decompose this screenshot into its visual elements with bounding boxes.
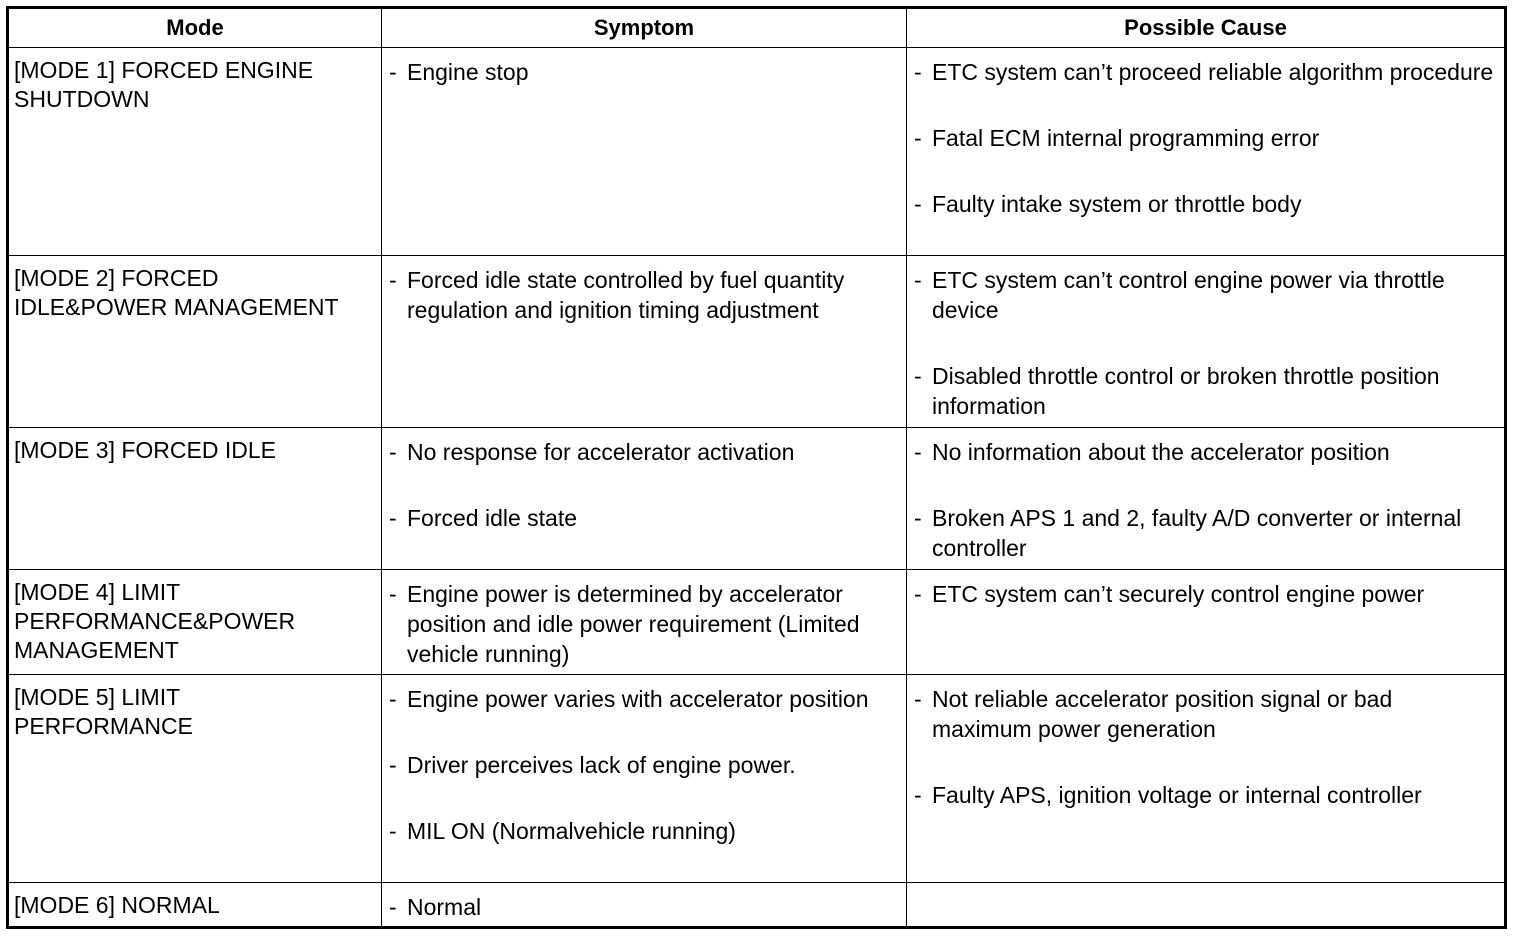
mode-cell xyxy=(8,256,382,428)
cause-text: ETC system can’t proceed reliable algorithm procedure xyxy=(932,59,1494,85)
mode-label: [MODE 3] FORCED IDLE xyxy=(14,437,276,463)
bullet-dash: - xyxy=(389,439,397,465)
list-item xyxy=(914,57,1498,87)
mode-label: [MODE 4] LIMIT PERFORMANCE&POWER MANAGEMENT xyxy=(14,579,296,663)
mode-label: [MODE 5] LIMIT PERFORMANCE xyxy=(14,684,193,739)
cause-cell xyxy=(907,570,1506,675)
header-row xyxy=(8,8,1506,48)
header-symptom: Symptom xyxy=(382,8,907,48)
bullet-dash: - xyxy=(914,581,922,607)
symptom-cell xyxy=(382,256,907,428)
symptom-text: Engine power varies with accelerator position xyxy=(407,686,869,712)
cause-text: ETC system can’t control engine power via throttle device xyxy=(932,267,1445,323)
mode-label: [MODE 1] FORCED ENGINE SHUTDOWN xyxy=(14,57,314,112)
list-item xyxy=(914,780,1498,810)
mode-cell xyxy=(8,428,382,570)
bullet-dash: - xyxy=(914,505,922,531)
table-row xyxy=(8,256,1506,428)
cause-text: Broken APS 1 and 2, faulty A/D converter or internal controller xyxy=(932,505,1462,561)
bullet-dash: - xyxy=(914,363,922,389)
table-row xyxy=(8,48,1506,256)
symptom-text: Forced idle state controlled by fuel quantity regulation and ignition timing adjustment xyxy=(407,267,845,323)
symptom-cell xyxy=(382,428,907,570)
header-mode: Mode xyxy=(8,8,382,48)
list-item xyxy=(389,750,900,780)
table-row xyxy=(8,675,1506,883)
symptom-text: Driver perceives lack of engine power. xyxy=(407,752,796,778)
list-item xyxy=(914,684,1498,744)
symptom-text: Engine power is determined by accelerator position and idle power requirement (Limited vehicle running) xyxy=(407,581,860,667)
list-item xyxy=(389,265,900,325)
list-item xyxy=(389,816,900,846)
cause-cell-empty xyxy=(907,883,1506,928)
cause-text: No information about the accelerator position xyxy=(932,439,1390,465)
bullet-dash: - xyxy=(389,752,397,778)
bullet-dash: - xyxy=(389,686,397,712)
list-item xyxy=(389,892,900,922)
list-item xyxy=(389,437,900,467)
symptom-text: Engine stop xyxy=(407,59,529,85)
symptom-text: No response for accelerator activation xyxy=(407,439,795,465)
bullet-dash: - xyxy=(389,818,397,844)
cause-text: Disabled throttle control or broken throttle position information xyxy=(932,363,1440,419)
bullet-dash: - xyxy=(389,894,397,920)
cause-text: Not reliable accelerator position signal or bad maximum power generation xyxy=(932,686,1393,742)
list-item xyxy=(914,503,1498,563)
cause-cell xyxy=(907,428,1506,570)
bullet-dash: - xyxy=(389,267,397,293)
cause-cell xyxy=(907,675,1506,883)
bullet-dash: - xyxy=(914,191,922,217)
list-item xyxy=(914,265,1498,325)
mode-label: [MODE 2] FORCED IDLE&POWER MANAGEMENT xyxy=(14,265,339,320)
mode-cell xyxy=(8,883,382,928)
cause-text: ETC system can’t securely control engine power xyxy=(932,581,1425,607)
table-row xyxy=(8,570,1506,675)
symptom-text: MIL ON (Normalvehicle running) xyxy=(407,818,736,844)
mode-symptom-cause-table xyxy=(6,6,1507,929)
bullet-dash: - xyxy=(389,59,397,85)
list-item xyxy=(914,189,1498,219)
list-item xyxy=(914,437,1498,467)
table-row xyxy=(8,428,1506,570)
cause-text: Faulty intake system or throttle body xyxy=(932,191,1302,217)
list-item xyxy=(389,57,900,87)
list-item xyxy=(914,579,1498,609)
cause-text: Faulty APS, ignition voltage or internal controller xyxy=(932,782,1422,808)
symptom-cell xyxy=(382,48,907,256)
list-item xyxy=(389,579,900,669)
bullet-dash: - xyxy=(389,581,397,607)
bullet-dash: - xyxy=(389,505,397,531)
bullet-dash: - xyxy=(914,686,922,712)
symptom-cell xyxy=(382,570,907,675)
cause-text: Fatal ECM internal programming error xyxy=(932,125,1320,151)
symptom-cell xyxy=(382,883,907,928)
mode-cell xyxy=(8,48,382,256)
list-item xyxy=(914,361,1498,421)
list-item xyxy=(389,503,900,533)
mode-cell xyxy=(8,570,382,675)
bullet-dash: - xyxy=(914,782,922,808)
symptom-cell xyxy=(382,675,907,883)
mode-label: [MODE 6] NORMAL xyxy=(14,892,220,918)
cause-cell xyxy=(907,256,1506,428)
mode-cell xyxy=(8,675,382,883)
bullet-dash: - xyxy=(914,59,922,85)
list-item xyxy=(914,123,1498,153)
table-row xyxy=(8,883,1506,928)
symptom-text: Forced idle state xyxy=(407,505,578,531)
bullet-dash: - xyxy=(914,267,922,293)
symptom-text: Normal xyxy=(407,894,482,920)
header-possible-cause: Possible Cause xyxy=(907,8,1506,48)
bullet-dash: - xyxy=(914,125,922,151)
cause-cell xyxy=(907,48,1506,256)
list-item xyxy=(389,684,900,714)
bullet-dash: - xyxy=(914,439,922,465)
